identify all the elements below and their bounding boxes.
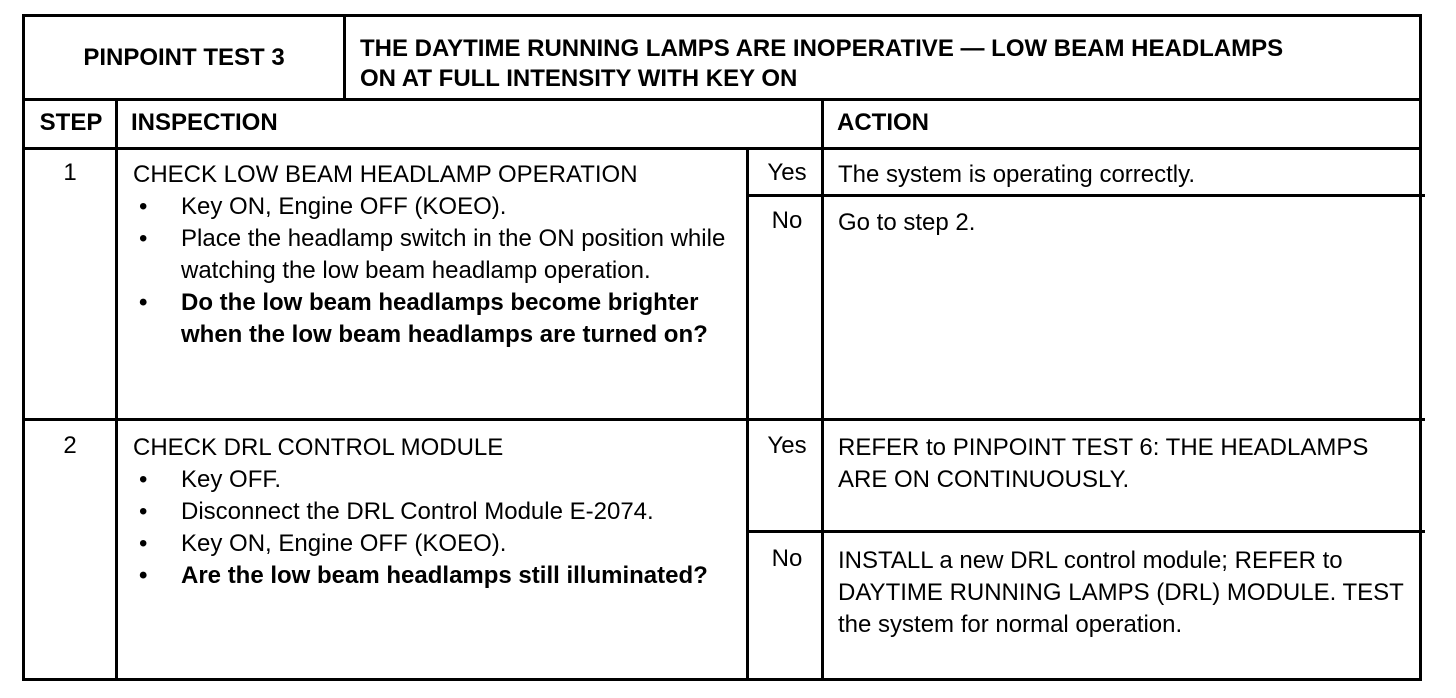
test-title-line2: ON AT FULL INTENSITY WITH KEY ON	[360, 65, 798, 92]
step-column-header: STEP	[25, 99, 117, 150]
no-label: No	[771, 207, 803, 234]
no-action: INSTALL a new DRL control module; REFER to DAYTIME RUNNING LAMPS (DRL) MODULE. TEST the system for normal operation.	[838, 547, 1404, 638]
inspection-question: • Do the low beam headlamps become brighter when the low beam headlamps are turned on?	[133, 287, 743, 351]
test-title-line1: THE DAYTIME RUNNING LAMPS ARE INOPERATIVE — LOW BEAM HEADLAMPS	[360, 35, 1284, 62]
test-label: PINPOINT TEST 3	[25, 17, 346, 98]
step-title: CHECK LOW BEAM HEADLAMP OPERATION	[133, 161, 638, 188]
test-title	[346, 17, 1419, 98]
yes-label: Yes	[767, 432, 807, 459]
no-label: No	[771, 545, 803, 572]
test-header	[22, 14, 1422, 101]
inspection-bullet: • Key ON, Engine OFF (KOEO).	[133, 528, 743, 560]
action-column-header: ACTION	[823, 99, 1422, 150]
step1-yes-no-divider	[746, 194, 1425, 197]
step-inspection	[133, 432, 743, 592]
pinpoint-table	[22, 99, 1422, 681]
step-number: 2	[63, 432, 77, 459]
step-divider	[115, 99, 118, 681]
inspection-bullet: • Disconnect the DRL Control Module E-2074.	[133, 496, 743, 528]
step-inspection	[133, 159, 743, 351]
step-title: CHECK DRL CONTROL MODULE	[133, 434, 504, 461]
inspection-question: • Are the low beam headlamps still illuminated?	[133, 560, 743, 592]
no-action: Go to step 2.	[838, 209, 976, 236]
step-number: 1	[63, 159, 77, 186]
inspection-bullet: • Key OFF.	[133, 464, 743, 496]
yes-label: Yes	[767, 159, 807, 186]
yes-action: REFER to PINPOINT TEST 6: THE HEADLAMPS ARE ON CONTINUOUSLY.	[838, 434, 1369, 493]
inspection-bullet: • Place the headlamp switch in the ON position while watching the low beam headlamp operation.	[133, 223, 743, 287]
inspection-column-header: INSPECTION	[117, 99, 823, 150]
step-row-divider	[25, 418, 1425, 421]
inspection-bullet: • Key ON, Engine OFF (KOEO).	[133, 191, 743, 223]
yes-action: The system is operating correctly.	[838, 161, 1196, 188]
step2-yes-no-divider	[746, 530, 1425, 533]
